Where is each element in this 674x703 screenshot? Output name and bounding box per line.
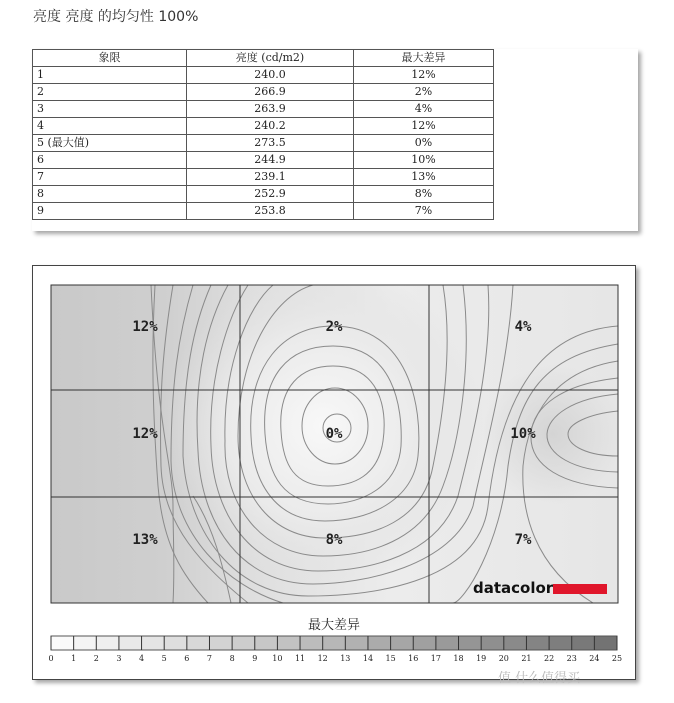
legend-tick-label: 19 (476, 654, 487, 663)
watermark: 值 什么值得买 (498, 671, 581, 686)
legend-tick-label: 3 (116, 654, 122, 663)
table-row (33, 186, 494, 203)
legend-tick-label: 2 (93, 654, 99, 663)
legend-tick-label: 22 (543, 654, 555, 663)
legend-swatch (209, 636, 232, 650)
cell-quadrant: 1 (33, 67, 187, 84)
legend-swatch (572, 636, 595, 650)
table-row (33, 203, 494, 220)
cell-max-diff: 12% (354, 67, 494, 84)
legend-tick-label: 6 (184, 654, 190, 663)
legend-swatch (96, 636, 119, 650)
table-row (33, 84, 494, 101)
quadrant-label-8: 8% (325, 532, 343, 548)
luminance-table-panel (32, 49, 638, 231)
legend-swatch (391, 636, 414, 650)
quadrant-label-5: 0% (325, 426, 343, 442)
legend-tick-label: 15 (385, 654, 396, 663)
legend-swatch (119, 636, 142, 650)
cell-luminance: 263.9 (187, 101, 354, 118)
legend-swatch (142, 636, 165, 650)
legend-tick-labels (33, 654, 635, 666)
cell-quadrant: 9 (33, 203, 187, 220)
header-luminance: 亮度 (cd/m2) (187, 50, 354, 67)
legend-tick-label: 5 (161, 654, 167, 663)
legend-swatch (255, 636, 278, 650)
legend-swatch (300, 636, 323, 650)
legend-swatch (187, 636, 210, 650)
legend-tick-label: 13 (340, 654, 351, 663)
legend-swatch (504, 636, 527, 650)
cell-quadrant: 4 (33, 118, 187, 135)
page-title: 亮度 亮度 的均匀性 100% (33, 9, 199, 25)
cell-quadrant: 2 (33, 84, 187, 101)
cell-luminance: 240.2 (187, 118, 354, 135)
cell-quadrant: 3 (33, 101, 187, 118)
cell-max-diff: 12% (354, 118, 494, 135)
legend-tick-label: 12 (317, 654, 328, 663)
legend-swatch (526, 636, 549, 650)
brand-name: datacolor (473, 579, 554, 597)
quadrant-label-6: 10% (510, 426, 536, 442)
cell-luminance: 240.0 (187, 67, 354, 84)
legend-swatch (459, 636, 482, 650)
cell-luminance: 266.9 (187, 84, 354, 101)
legend-swatch (51, 636, 74, 650)
table-row (33, 67, 494, 84)
legend-tick-label: 8 (229, 654, 235, 663)
table-row (33, 118, 494, 135)
cell-quadrant: 6 (33, 152, 187, 169)
legend-tick-label: 20 (498, 654, 509, 663)
cell-max-diff: 8% (354, 186, 494, 203)
legend-tick-label: 9 (252, 654, 258, 663)
header-max-diff: 最大差异 (354, 50, 494, 67)
cell-max-diff: 0% (354, 135, 494, 152)
luminance-table (32, 49, 494, 220)
cell-quadrant: 7 (33, 169, 187, 186)
legend-swatch (277, 636, 300, 650)
table-row (33, 152, 494, 169)
brand-bar (553, 584, 607, 594)
legend-swatch (74, 636, 97, 650)
legend-tick-label: 0 (48, 654, 54, 663)
legend-scale (51, 636, 617, 650)
quadrant-label-3: 4% (514, 319, 532, 335)
cell-luminance: 253.8 (187, 203, 354, 220)
cell-quadrant: 5 (最大值) (33, 135, 187, 152)
legend-swatch (481, 636, 504, 650)
legend-swatch (549, 636, 572, 650)
legend-tick-label: 17 (430, 654, 441, 663)
legend-swatch (232, 636, 255, 650)
legend-tick-label: 14 (362, 654, 374, 663)
table-row (33, 169, 494, 186)
header-quadrant: 象限 (33, 50, 187, 67)
cell-max-diff: 4% (354, 101, 494, 118)
legend-tick-label: 24 (589, 654, 600, 663)
table-row (33, 101, 494, 118)
legend-tick-label: 1 (71, 654, 77, 663)
quadrant-label-4: 12% (132, 426, 158, 442)
quadrant-label-1: 12% (132, 319, 158, 335)
legend-tick-label: 23 (566, 654, 577, 663)
cell-luminance: 273.5 (187, 135, 354, 152)
legend-swatch (368, 636, 391, 650)
legend-tick-label: 4 (139, 654, 145, 663)
legend-tick-label: 10 (272, 654, 283, 663)
quadrant-label-9: 7% (514, 532, 532, 548)
uniformity-map-panel (32, 265, 636, 680)
cell-luminance: 252.9 (187, 186, 354, 203)
legend-title: 最大差异 (307, 618, 360, 633)
legend-tick-label: 7 (206, 654, 213, 663)
legend-tick-label: 11 (294, 654, 306, 663)
cell-max-diff: 2% (354, 84, 494, 101)
legend-swatch (345, 636, 368, 650)
legend-swatch (413, 636, 436, 650)
legend-tick-label: 16 (408, 654, 419, 663)
quadrant-label-2: 2% (325, 319, 343, 335)
legend-swatch (164, 636, 187, 650)
cell-max-diff: 13% (354, 169, 494, 186)
legend-swatch (323, 636, 346, 650)
legend-tick-label: 25 (611, 654, 623, 663)
table-row (33, 135, 494, 152)
cell-quadrant: 8 (33, 186, 187, 203)
legend-swatch (594, 636, 617, 650)
legend-tick-label: 18 (453, 654, 464, 663)
cell-max-diff: 7% (354, 203, 494, 220)
cell-luminance: 239.1 (187, 169, 354, 186)
cell-max-diff: 10% (354, 152, 494, 169)
legend-swatch (436, 636, 459, 650)
cell-luminance: 244.9 (187, 152, 354, 169)
table-header-row (33, 50, 494, 67)
legend-tick-label: 21 (521, 654, 532, 663)
quadrant-label-7: 13% (132, 532, 158, 548)
